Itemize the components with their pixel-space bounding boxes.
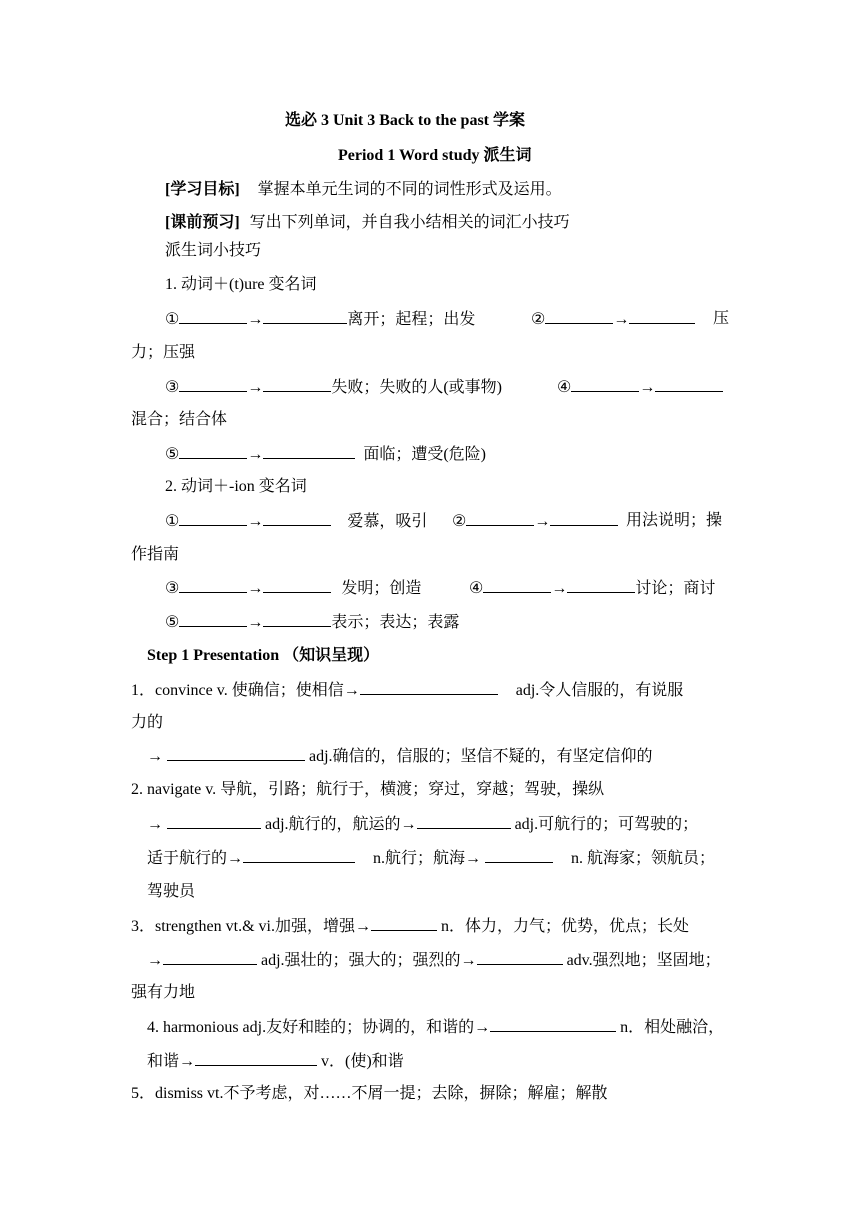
preview-label: [课前预习]: [165, 214, 240, 231]
item-number: ⑤: [165, 446, 180, 463]
arrow: →: [247, 311, 264, 328]
item-meaning: 爱慕，吸引: [347, 513, 428, 530]
answer-blank[interactable]: [167, 746, 305, 761]
entry-text: 和谐→: [147, 1053, 196, 1070]
answer-blank[interactable]: [179, 511, 247, 526]
s2-item-4: [469, 578, 715, 599]
answer-blank[interactable]: [263, 612, 331, 627]
arrow: →: [247, 513, 264, 530]
s1-item-2-meaning-part2: 力；压强: [131, 344, 196, 361]
answer-blank[interactable]: [263, 511, 331, 526]
entry-convince: [131, 680, 683, 701]
item-meaning: 失败；失败的人(或事物): [331, 379, 503, 396]
s1-item-2: [531, 309, 695, 330]
entry-navigate-line4: 驾驶员: [147, 883, 196, 900]
entry-navigate-line2: [147, 814, 698, 835]
entry-head: 4. harmonious adj.友好和睦的；协调的，和谐的→: [147, 1019, 491, 1036]
entry-text: adj.航行的，航运的→: [265, 816, 417, 833]
arrow: →: [247, 614, 264, 631]
answer-blank[interactable]: [263, 377, 331, 392]
entry-navigate-line3: [147, 848, 715, 869]
arrow: →: [147, 952, 163, 969]
answer-blank[interactable]: [483, 578, 551, 593]
answer-blank[interactable]: [263, 309, 347, 324]
entry-text: n.航行；航海→: [373, 850, 482, 867]
arrow: →: [247, 580, 264, 597]
item-number: ④: [469, 580, 484, 597]
entry-text: n．相处融洽，: [620, 1019, 725, 1036]
answer-blank[interactable]: [571, 377, 639, 392]
entry-strengthen-line2: [147, 950, 721, 971]
arrow: →: [639, 379, 656, 396]
answer-blank[interactable]: [179, 444, 247, 459]
answer-blank[interactable]: [550, 511, 618, 526]
item-number: ①: [165, 311, 180, 328]
s1-item-4-meaning: 混合；结合体: [131, 411, 228, 428]
answer-blank[interactable]: [195, 1051, 317, 1066]
answer-blank[interactable]: [629, 309, 695, 324]
s1-item-3: [165, 377, 502, 398]
s1-item-1: [165, 309, 475, 330]
item-meaning: 表示；表达；表露: [331, 614, 460, 631]
answer-blank[interactable]: [263, 578, 331, 593]
entry-navigate: 2. navigate v. 导航，引路；航行于，横渡；穿过，穿越；驾驶，操纵: [131, 781, 605, 798]
section2-title: 2. 动词＋-ion 变名词: [165, 478, 307, 495]
answer-blank[interactable]: [163, 950, 257, 965]
entry-text: 适于航行的→: [147, 850, 244, 867]
objective-label: [学习目标]: [165, 181, 240, 198]
item-number: ⑤: [165, 614, 180, 631]
answer-blank[interactable]: [243, 848, 355, 863]
item-number: ②: [452, 513, 467, 530]
item-number: ②: [531, 311, 546, 328]
s2-item-5: [165, 612, 459, 633]
item-number: ③: [165, 379, 180, 396]
arrow: →: [147, 748, 163, 765]
entry-convince-line2: [147, 746, 653, 767]
arrow: →: [247, 446, 264, 463]
arrow: →: [147, 816, 163, 833]
entry-text: n．体力，力气；优势，优点；长处: [441, 918, 690, 935]
entry-dismiss: 5．dismiss vt.不予考虑，对……不屑一提；去除，摒除；解雇；解散: [131, 1085, 608, 1102]
item-meaning: 发明；创造: [341, 580, 422, 597]
answer-blank[interactable]: [466, 511, 534, 526]
arrow: →: [247, 379, 264, 396]
item-meaning: 面临；遭受(危险): [363, 446, 487, 463]
step1-title: Step 1 Presentation （知识呈现）: [147, 647, 380, 664]
s2-item-2-meaning-part1: 用法说明；操: [626, 512, 723, 529]
item-meaning: 离开；起程；出发: [347, 311, 476, 328]
entry-strengthen-line3: 强有力地: [131, 984, 196, 1001]
entry-text: adj.强壮的；强大的；强烈的→: [261, 952, 477, 969]
tips-title: 派生词小技巧: [165, 242, 262, 259]
answer-blank[interactable]: [179, 578, 247, 593]
entry-text: v．(使)和谐: [321, 1053, 404, 1070]
arrow: →: [551, 580, 568, 597]
entry-text: n. 航海家；领航员；: [571, 850, 716, 867]
entry-head: 1．convince v. 使确信；使相信→: [131, 682, 360, 699]
answer-blank[interactable]: [417, 814, 511, 829]
entry-head: 3．strengthen vt.& vi.加强，增强→: [131, 918, 371, 935]
entry-convince-wrap: 力的: [131, 714, 164, 731]
objective-line: [165, 180, 562, 200]
entry-text: adj.确信的，信服的；坚信不疑的，有坚定信仰的: [309, 748, 653, 765]
answer-blank[interactable]: [179, 377, 247, 392]
preview-text: 写出下列单词，并自我小结相关的词汇小技巧: [249, 214, 570, 231]
document-title: 选必 3 Unit 3 Back to the past 学案: [285, 112, 526, 129]
answer-blank[interactable]: [167, 814, 261, 829]
s1-item-4: [557, 377, 723, 398]
answer-blank[interactable]: [545, 309, 613, 324]
answer-blank[interactable]: [655, 377, 723, 392]
answer-blank[interactable]: [371, 916, 437, 931]
arrow: →: [534, 513, 551, 530]
answer-blank[interactable]: [567, 578, 635, 593]
answer-blank[interactable]: [263, 444, 355, 459]
s2-item-3: [165, 578, 421, 599]
entry-text: adj.可航行的；可驾驶的；: [514, 816, 699, 833]
s1-item-2-meaning-part1: 压: [713, 310, 730, 327]
period-title: Period 1 Word study 派生词: [338, 147, 532, 164]
s1-item-5: [165, 444, 486, 465]
entry-harmonious: [147, 1017, 724, 1038]
entry-text: adv.强烈地；坚固地；: [566, 952, 721, 969]
preview-line: [165, 213, 570, 233]
answer-blank[interactable]: [179, 612, 247, 627]
s2-item-2-meaning-part2: 作指南: [131, 546, 180, 563]
arrow: →: [613, 311, 630, 328]
answer-blank[interactable]: [360, 680, 498, 695]
entry-strengthen: [131, 916, 689, 937]
s2-item-2: [452, 511, 618, 532]
objective-text: 掌握本单元生词的不同的词性形式及运用。: [257, 181, 562, 198]
item-number: ③: [165, 580, 180, 597]
entry-text: adj.令人信服的，有说服: [515, 682, 684, 699]
answer-blank[interactable]: [477, 950, 563, 965]
s2-item-1: [165, 511, 427, 532]
section1-title: 1. 动词＋(t)ure 变名词: [165, 276, 317, 293]
answer-blank[interactable]: [490, 1017, 616, 1032]
item-number: ①: [165, 513, 180, 530]
answer-blank[interactable]: [179, 309, 247, 324]
answer-blank[interactable]: [485, 848, 553, 863]
entry-harmonious-line2: [147, 1051, 404, 1072]
item-number: ④: [557, 379, 572, 396]
item-meaning: 讨论；商讨: [635, 580, 716, 597]
